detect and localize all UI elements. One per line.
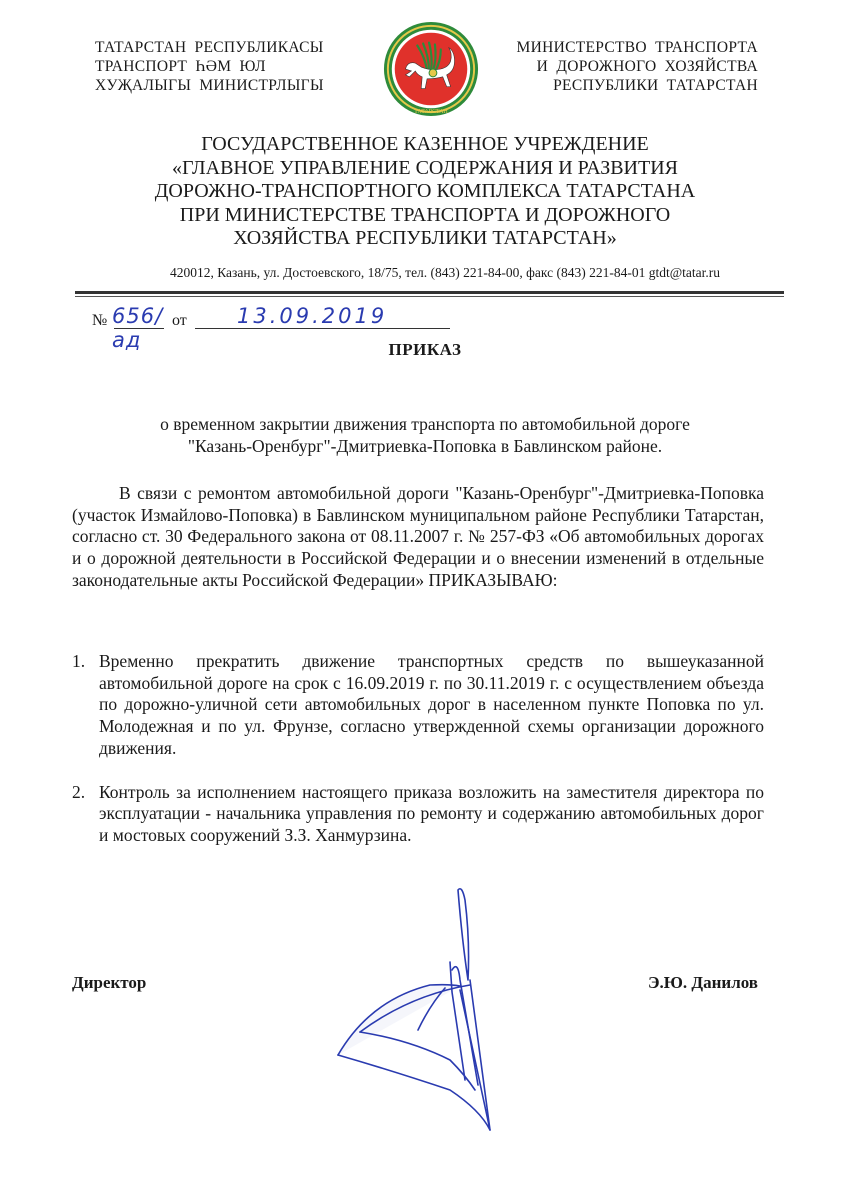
order-items: [72, 651, 764, 869]
organization-name: [0, 133, 850, 251]
date-field-underline: [195, 328, 450, 329]
header-divider-thin: [75, 296, 784, 297]
tatarstan-coat-of-arms-icon: [382, 20, 480, 118]
ministry-name-russian-line: И ДОРОЖНОГО ХОЗЯЙСТВА: [536, 58, 758, 75]
signatory-role: Директор: [72, 973, 147, 992]
number-label: №: [92, 312, 108, 329]
ministry-name-russian-line: РЕСПУБЛИКИ ТАТАРСТАН: [553, 77, 758, 94]
order-item-text: Временно прекратить движение транспортных средств по вышеуказанной автомобильной дороге на срок с 16.09.2019 г. по 30.11.2019 г. с осуществлением объезда по дорожно-уличной сети автомобильных дорог в населенном пункте Поповка по ул. Молодежная и по ул. Фрунзе, согласно утвержденной схемы организации дорожного движения.: [99, 651, 764, 758]
ministry-name-tatar-line: ТАТАРСТАН РЕСПУБЛИКАСЫ: [95, 39, 324, 56]
ministry-name-russian-line: МИНИСТЕРСТВО ТРАНСПОРТА: [516, 39, 758, 56]
handwritten-signature: [330, 880, 570, 1180]
ministry-name-russian: [517, 38, 758, 95]
order-item-number: 2.: [72, 781, 86, 802]
organization-name-line: ГОСУДАРСТВЕННОЕ КАЗЕННОЕ УЧРЕЖДЕНИЕ: [201, 133, 649, 155]
emblem-ring-text: ТАТАРСТАН: [414, 109, 448, 116]
document-title: ПРИКАЗ: [388, 340, 462, 359]
ministry-name-tatar-line: ТРАНСПОРТ ҺӘМ ЮЛ: [95, 58, 266, 75]
header-divider: [75, 291, 784, 294]
document-preamble: [72, 483, 764, 592]
preamble-paragraph: В связи с ремонтом автомобильной дороги "Казань-Оренбург"-Дмитриевка-Поповка (участок Измайлово-Поповка) в Бавлинском муниципальном районе Республики Татарстан, согласно ст. 30 Федерального закона от 08.11.2007 г. № 257-ФЗ «Об автомобильных дорогах и о дорожной деятельности в Российской Федерации и о внесении изменений в отдельные законодательные акты Российской Федерации» ПРИКАЗЫВАЮ:: [72, 483, 764, 590]
organization-address: 420012, Казань, ул. Достоевского, 18/75, тел. (843) 221-84-00, факс (843) 221-84-01 gtdt@tatar.ru: [169, 265, 721, 280]
order-item-number: 1.: [72, 651, 86, 671]
ministry-name-tatar-line: ХУҖАЛЫГЫ МИНИСТРЛЫГЫ: [95, 77, 324, 94]
organization-name-line: ДОРОЖНО-ТРАНСПОРТНОГО КОМПЛЕКСА ТАТАРСТАНА: [154, 180, 696, 202]
date-label: от: [172, 312, 187, 329]
handwritten-date: 13.09.2019: [237, 304, 388, 328]
ministry-name-tatar: [95, 38, 324, 95]
organization-name-line: ПРИ МИНИСТЕРСТВЕ ТРАНСПОРТА И ДОРОЖНОГО: [179, 203, 671, 226]
order-item: [72, 782, 764, 847]
order-item-text: Контроль за исполнением настоящего приказа возложить на заместителя директора по эксплуатации - начальника управления по ремонту и содержанию автомобильных дорог и мостовых сооружений З.З. Ханмурзина.: [99, 781, 764, 845]
signatory-name: Э.Ю. Данилов: [647, 973, 758, 992]
document-subject-line: о временном закрытии движения транспорта по автомобильной дороге: [160, 414, 690, 434]
document-subject-line: "Казань-Оренбург"-Дмитриевка-Поповка в Бавлинском районе.: [187, 435, 663, 456]
document-subject: [0, 414, 850, 457]
organization-name-line: «ГЛАВНОЕ УПРАВЛЕНИЕ СОДЕРЖАНИЯ И РАЗВИТИЯ: [172, 156, 678, 179]
order-item: [72, 651, 764, 760]
organization-name-line: ХОЗЯЙСТВА РЕСПУБЛИКИ ТАТАРСТАН»: [233, 227, 617, 249]
handwritten-number: 656/ад: [112, 304, 164, 352]
